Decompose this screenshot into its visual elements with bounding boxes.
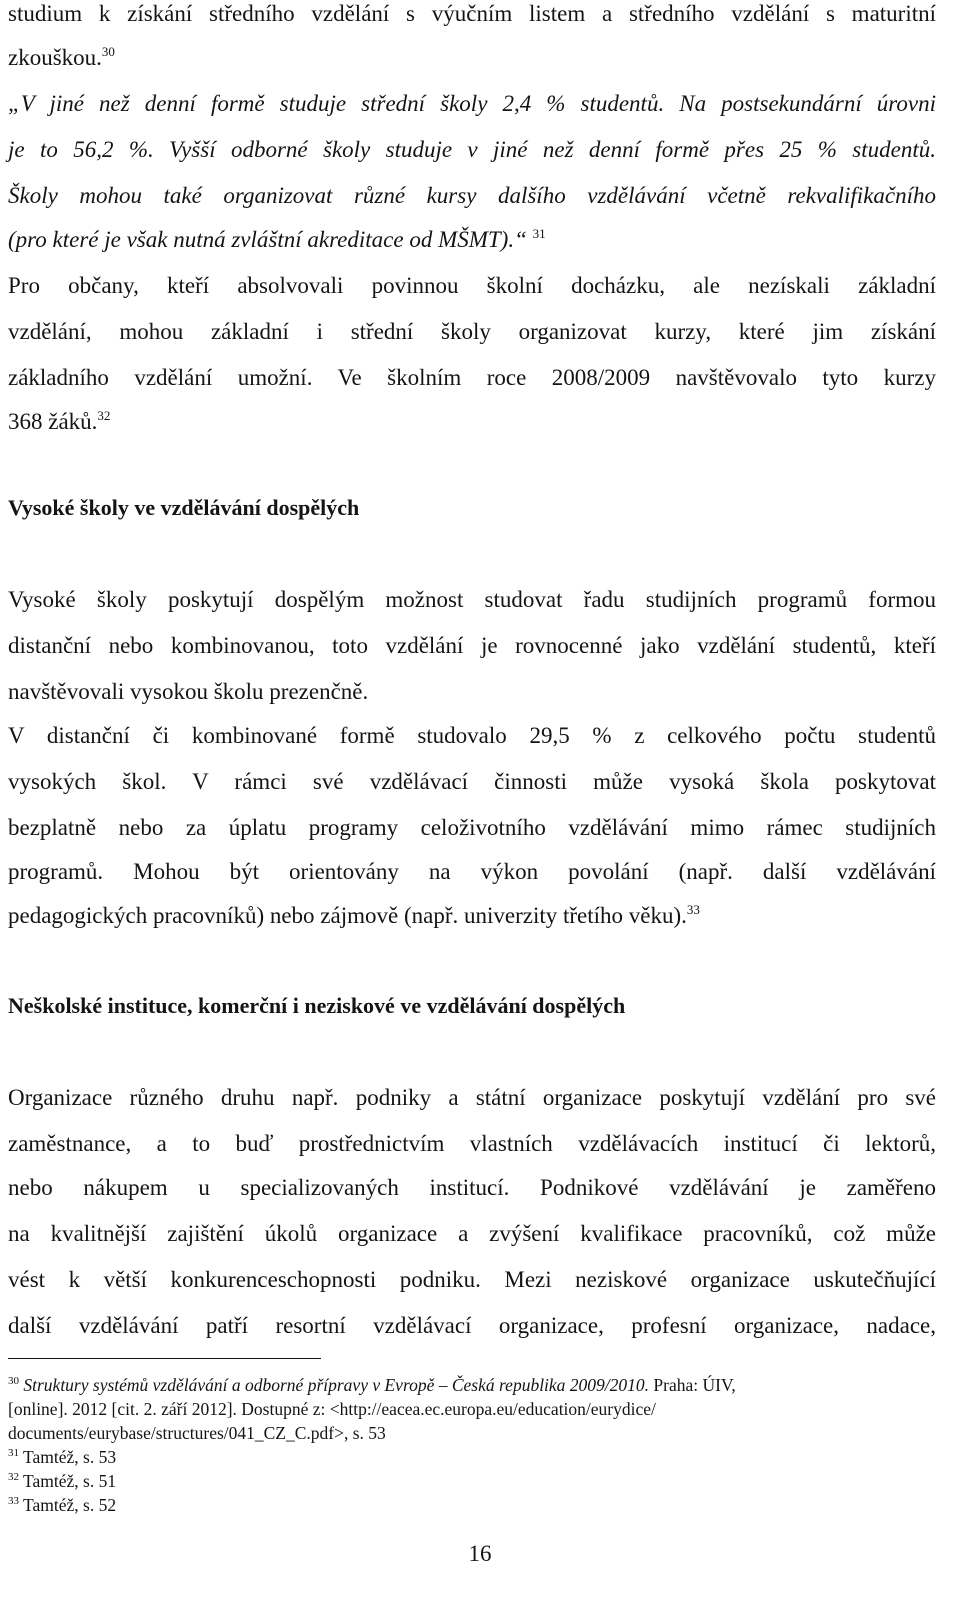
text-line xyxy=(8,0,936,28)
text-line xyxy=(8,858,936,886)
text: V distanční či kombinované formě studovalo 29,5 % z celkového počtu studentů xyxy=(8,723,936,748)
footnote-text: Tamtéž, s. 52 xyxy=(19,1495,117,1515)
footnote-text[interactable]: [online]. 2012 [cit. 2. září 2012]. Dostupné z: <http://eacea.ec.europa.eu/education/eurydice/ xyxy=(8,1399,656,1419)
text: Pro občany, kteří absolvovali povinnou školní docházku, ale nezískali základní xyxy=(8,273,936,298)
text-line xyxy=(8,814,936,842)
text-line xyxy=(8,318,936,346)
page-number: 16 xyxy=(468,1541,492,1566)
footnote-33 xyxy=(8,1494,938,1516)
footnote-text: Praha: ÚIV, xyxy=(649,1375,736,1395)
text: Školy mohou také organizovat různé kursy dalšího vzdělávání včetně rekvalifikačního xyxy=(8,183,936,208)
footnote-ref[interactable]: 32 xyxy=(97,408,111,423)
quote-line xyxy=(8,182,936,210)
text: studium k získání středního vzdělání s výučním listem a středního vzdělání s maturitní xyxy=(8,1,936,26)
footnote-ref[interactable]: 30 xyxy=(101,44,115,59)
text: „V jiné než denní formě studuje střední školy 2,4 % studentů. Na postsekundární úrovni xyxy=(8,91,936,116)
footnote-ref[interactable]: 33 xyxy=(686,902,700,917)
text: základního vzdělání umožní. Ve školním roce 2008/2009 navštěvovalo tyto kurzy xyxy=(8,365,936,390)
quote-line xyxy=(8,136,936,164)
footnote-title: Struktury systémů vzdělávání a odborné přípravy v Evropě – Česká republika 2009/2010. xyxy=(23,1375,650,1395)
text-line xyxy=(8,1266,936,1294)
text-line xyxy=(8,44,936,72)
footnote-32 xyxy=(8,1470,938,1492)
text: vysokých škol. V rámci své vzdělávací činnosti může vysoká škola poskytovat xyxy=(8,769,936,794)
text-line xyxy=(8,1174,936,1202)
text-line xyxy=(8,586,936,614)
quote-line xyxy=(8,226,936,254)
text-line xyxy=(8,1130,936,1158)
text-line xyxy=(8,1220,936,1248)
text-line xyxy=(8,632,936,660)
text-line xyxy=(8,768,936,796)
text: na kvalitnější zajištění úkolů organizace a zvýšení kvalifikace pracovníků, což může xyxy=(8,1221,936,1246)
text: 368 žáků. xyxy=(8,409,98,434)
footnote-number: 32 xyxy=(8,1471,19,1483)
footnote-number: 31 xyxy=(8,1447,19,1459)
footnote-text: Tamtéž, s. 51 xyxy=(19,1471,117,1491)
text: pedagogických pracovníků) nebo zájmově (např. univerzity třetího věku). xyxy=(8,903,687,928)
text-line xyxy=(8,722,936,750)
text: vzdělání, mohou základní i střední školy organizovat kurzy, které jim získání xyxy=(8,319,936,344)
quote-line xyxy=(8,90,936,118)
text: další vzdělávání patří resortní vzdělávací organizace, profesní organizace, nadace, xyxy=(8,1313,936,1338)
text-line xyxy=(8,1312,936,1340)
footnote-30-line3 xyxy=(8,1422,938,1444)
text: nebo nákupem u specializovaných institucí. Podnikové vzdělávání je zaměřeno xyxy=(8,1175,936,1200)
footnote-text: Tamtéž, s. 53 xyxy=(19,1447,117,1467)
footnote-text[interactable]: documents/eurybase/structures/041_CZ_C.pdf>, s. 53 xyxy=(8,1423,386,1443)
text: zkouškou. xyxy=(8,45,102,70)
section-heading xyxy=(8,992,936,1020)
text-line xyxy=(8,902,936,930)
text: distanční nebo kombinovanou, toto vzdělání je rovnocenné jako vzdělání studentů, kteří xyxy=(8,633,936,658)
text-line xyxy=(8,1084,936,1112)
text: navštěvovali vysokou školu prezenčně. xyxy=(8,679,369,704)
text: zaměstnance, a to buď prostřednictvím vlastních vzdělávacích institucí či lektorů, xyxy=(8,1131,936,1156)
text-line xyxy=(8,408,936,436)
text: Organizace různého druhu např. podniky a státní organizace poskytují vzdělání pro své xyxy=(8,1085,936,1110)
text: bezplatně nebo za úplatu programy celoživotního vzdělávání mimo rámec studijních xyxy=(8,815,936,840)
footnote-separator xyxy=(8,1358,321,1359)
footnote-30-line2 xyxy=(8,1398,938,1420)
footnote-ref[interactable]: 31 xyxy=(532,226,546,241)
text: Vysoké školy poskytují dospělým možnost studovat řadu studijních programů formou xyxy=(8,587,936,612)
footnote-31 xyxy=(8,1446,938,1468)
text: je to 56,2 %. Vyšší odborné školy studuje v jiné než denní formě přes 25 % studentů. xyxy=(8,137,936,162)
footnote-30 xyxy=(8,1374,938,1396)
text: (pro které je však nutná zvláštní akreditace od MŠMT).“ xyxy=(8,227,527,252)
text: programů. Mohou být orientovány na výkon povolání (např. další vzdělávání xyxy=(8,859,936,884)
text: vést k větší konkurenceschopnosti podniku. Mezi neziskové organizace uskutečňující xyxy=(8,1267,936,1292)
footnote-number: 30 xyxy=(8,1375,19,1387)
heading-text: Vysoké školy ve vzdělávání dospělých xyxy=(8,495,360,520)
footnote-number: 33 xyxy=(8,1495,19,1507)
heading-text: Neškolské instituce, komerční i neziskové ve vzdělávání dospělých xyxy=(8,993,626,1018)
text-line xyxy=(8,272,936,300)
text-line xyxy=(8,678,936,706)
text-line xyxy=(8,364,936,392)
section-heading xyxy=(8,494,936,522)
